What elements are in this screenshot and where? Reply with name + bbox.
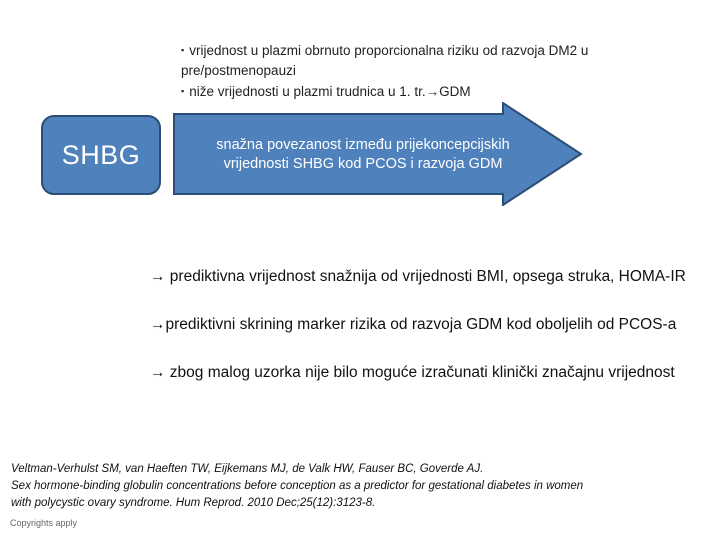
arrow-text (183, 136, 543, 174)
finding-item-2: →prediktivni skrining marker rizika od razvoja GDM kod oboljelih od PCOS-a (150, 316, 677, 333)
top-bullet-list (181, 40, 681, 102)
reference-citation (11, 461, 711, 512)
finding-item-1: → prediktivna vrijednost snažnija od vrijednosti BMI, opsega struka, HOMA-IR (150, 268, 686, 285)
bullet-text-1: vrijednost u plazmi obrnuto proporcionalna riziku od razvoja DM2 u (189, 43, 589, 58)
reference-source: with polycystic ovary syndrome. Hum Reprod. 2010 Dec;25(12):3123-8. (11, 497, 376, 509)
bullet-item-1 (181, 40, 681, 61)
arrow-text-line-2: vrijednosti SHBG kod PCOS i razvoja GDM (223, 156, 503, 172)
reference-title: Sex hormone-binding globulin concentrations before conception as a predictor for gestational diabetes in women (11, 480, 584, 492)
shbg-label: SHBG (61, 139, 141, 170)
copyright-note: Copyrights apply (10, 518, 78, 528)
finding-item-3: → zbog malog uzorka nije bilo moguće izračunati klinički značajnu vrijednost (150, 364, 675, 381)
bullet-text-2: niže vrijednosti u plazmi trudnica u 1. tr.→GDM (189, 84, 471, 99)
findings-list (150, 266, 690, 410)
arrow-text-line-1: snažna povezanost između prijekoncepcijskih (216, 137, 510, 153)
reference-authors: Veltman-Verhulst SM, van Haeften TW, Eijkemans MJ, de Valk HW, Fauser BC, Goverde AJ. (11, 463, 484, 475)
bullet-item-2 (181, 81, 681, 102)
square-bullet-icon: ▪ (181, 86, 185, 96)
bullet-item-1-continuation: pre/postmenopauzi (181, 63, 296, 78)
square-bullet-icon: ▪ (181, 45, 185, 55)
shbg-box (41, 115, 161, 195)
